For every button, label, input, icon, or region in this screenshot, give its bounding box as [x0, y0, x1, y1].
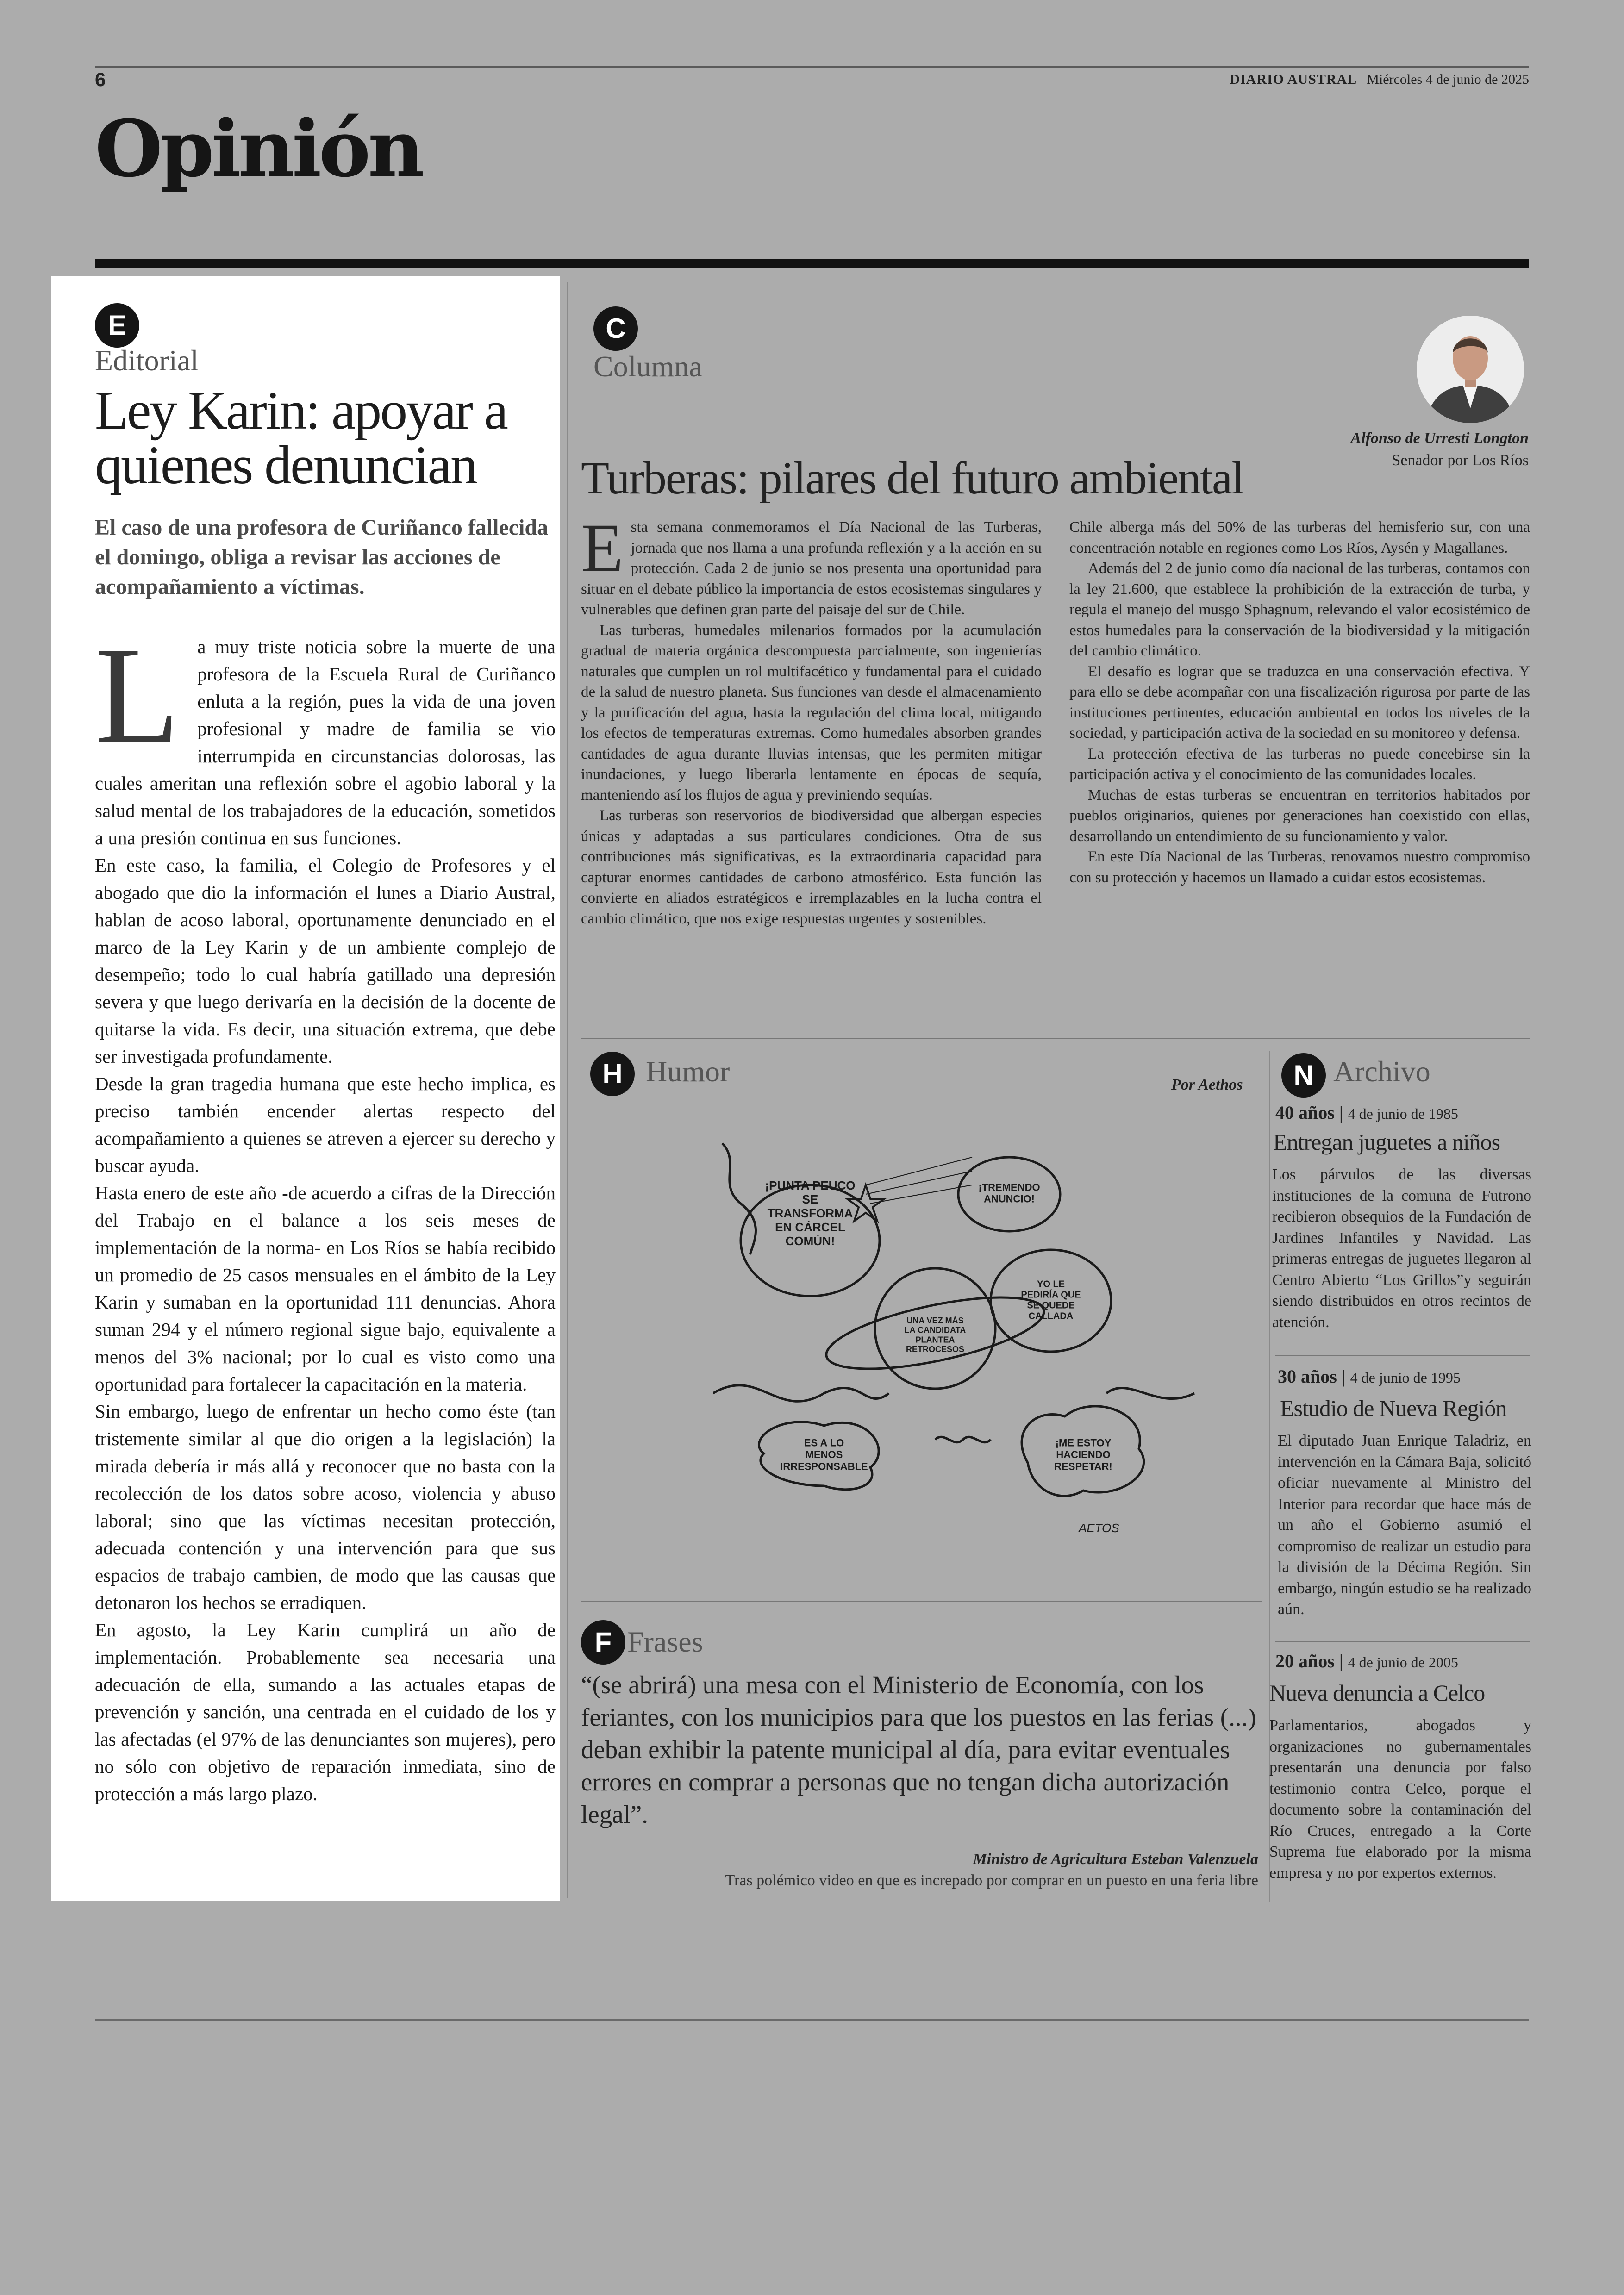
archivo-kicker: Archivo — [1333, 1055, 1430, 1088]
column-body-right — [1069, 517, 1530, 888]
column-paragraph: Las turberas son reservorios de biodiversidad que albergan especies únicas y adaptadas a sus particulares condiciones. Otra de sus contribuciones más significativas, es la extraordinaria capacidad para capturar enormes cantidades de carbono atmosférico. Esta función las convierte en aliados estratégicos e irremplazables en la lucha contra el cambio climático, que nos exige respuestas urgentes y sostenibles. — [581, 807, 1042, 927]
archivo-years: 20 años — [1275, 1651, 1335, 1671]
column-paragraph: Chile alberga más del 50% de las turberas del hemisferio sur, con una concentración notable en regiones como Los Ríos, Aysén y Magallanes. — [1069, 519, 1530, 556]
column-paragraph: El desafío es lograr que se traduzca en una conservación efectiva. Y para ello se debe acompañar con una fiscalización rigurosa por parte de las instituciones pertinentes, educación ambiental en todos los niveles de la sociedad, y participación activa de la sociedad en su monitoreo y defensa. — [1069, 663, 1530, 742]
cartoon-caption — [1054, 1437, 1112, 1472]
column-title: Turberas: pilares del futuro ambiental — [581, 452, 1244, 504]
cartoon-caption-line: UNA VEZ MÁS — [906, 1316, 964, 1325]
cartoon-caption-line: SE QUEDE — [1027, 1300, 1075, 1311]
archivo-item-years: 30 años | 4 de junio de 1995 — [1278, 1366, 1461, 1387]
dateline: DIARIO AUSTRAL | Miércoles 4 de junio de 2025 — [1230, 72, 1529, 87]
cartoon-squiggle — [722, 1143, 756, 1254]
column-dropcap: E — [581, 510, 624, 586]
author-portrait-icon — [1417, 316, 1524, 423]
cartoon-caption-line: ES A LO — [804, 1437, 844, 1449]
cartoon-caption — [765, 1179, 856, 1248]
cartoon-caption-line: TRANSFORMA — [767, 1206, 853, 1220]
cartoon-caption — [978, 1181, 1040, 1204]
column-paragraph: Además del 2 de junio como día nacional de las turberas, contamos con la ley 21.600, que establece la prohibición de la extracción de turba, y regula el manejo del musgo Sphagnum, relevando el valor ecosistémico de estos humedales para la conservación de la biodiversidad y la mitigación del cambio climático. — [1069, 560, 1530, 659]
column-body-left — [581, 510, 1042, 929]
archivo-item-years: 20 años | 4 de junio de 2005 — [1275, 1651, 1458, 1671]
editorial-dropcap: L — [95, 618, 180, 772]
issue-date: Miércoles 4 de junio de 2025 — [1367, 72, 1529, 87]
frases-badge: F — [581, 1620, 625, 1665]
cartoon-caption-line: PLANTEA — [915, 1335, 955, 1345]
cartoon-caption-line: ¡TREMENDO — [978, 1181, 1040, 1193]
author-photo — [1417, 316, 1524, 423]
cartoon-caption — [905, 1316, 966, 1354]
cartoon-caption-line: COMÚN! — [785, 1234, 835, 1248]
header-top-rule — [95, 66, 1529, 68]
cartoon-caption-line: SE — [802, 1192, 818, 1207]
archivo-body: Los párvulos de las diversas instituciones de la comuna de Futrono recibieron obsequios de la Fundación de Jardines Infantiles y Navidad. Las primeras entregas de juguetes llegaron al Centro Abierto “Los Grillos”y seguirán siendo distribuidos en otros recintos de atención. — [1272, 1166, 1531, 1331]
editorial-body — [95, 618, 556, 1808]
column-paragraph: La protección efectiva de las turberas no puede concebirse sin la participación activa y el conocimiento de las comunidades locales. — [1069, 745, 1530, 783]
editorial-paragraph: a muy triste noticia sobre la muerte de una profesora de la Escuela Rural de Curiñanco enluta a la región, pues la vida de una joven profesional y madre de familia se vio interrumpida en circunstancias dolorosas, las cuales ameritan una reflexión sobre el agobio laboral y la salud mental de los trabajadores de la educación, sometidos a una presión continua en sus funciones. — [95, 636, 556, 848]
humor-badge: H — [590, 1052, 635, 1096]
cartoon-squiggle — [935, 1437, 991, 1442]
humor-byline: Por Aethos — [1171, 1076, 1243, 1093]
footer-rule — [95, 2019, 1529, 2021]
column-author-role: Senador por Los Ríos — [1392, 452, 1529, 469]
column-author: Alfonso de Urresti Longton — [1350, 430, 1529, 447]
archivo-badge: N — [1281, 1053, 1326, 1098]
frases-author: Ministro de Agricultura Esteban Valenzuela — [973, 1851, 1258, 1868]
cartoon-caption-line: PEDIRÍA QUE — [1021, 1290, 1081, 1300]
cartoon-caption — [1021, 1279, 1081, 1322]
editorial-kicker: Editorial — [95, 344, 199, 377]
editorial-paragraph: En agosto, la Ley Karin cumplirá un año de implementación. Probablemente sea necesaria una adecuación de ella, sumando a las actuales etapas de prevención y sanción, una centrada en el cuidado de los y las afectadas (el 97% de las denunciantes son mujeres), pero no sólo con objetivo de reparación inmediata, sino de protección a más largo plazo. — [95, 1619, 556, 1804]
cartoon-caption-line: ¡PUNTA PEUCO — [765, 1179, 856, 1193]
archivo-years: 40 años — [1275, 1102, 1335, 1123]
archivo-separator — [1275, 1641, 1530, 1642]
column-paragraph: Muchas de estas turberas se encuentran en territorios habitados por pueblos originarios, quienes por generaciones han coexistido con ellas, desarrollando un entendimiento de su funcionamiento y valor. — [1069, 786, 1530, 845]
editorial-paragraph: Hasta enero de este año -de acuerdo a cifras de la Dirección del Trabajo en el balance a los seis meses de implementación de la norma- en Los Ríos se había recibido un promedio de 25 casos mensuales en el ámbito de la Ley Karin y sumaban en la oportunidad 111 denuncias. Ahora suman 294 y el número regional sigue bajo, equivalente a menos del 3% nacional; por lo cual es visto como una oportunidad para fortalecer la capacitación en la materia. — [95, 1182, 556, 1395]
newspaper-name: DIARIO AUSTRAL — [1230, 72, 1357, 87]
humor-bottom-rule — [581, 1601, 1262, 1602]
cartoon-caption-line: ANUNCIO! — [984, 1193, 1035, 1205]
editorial-paragraph: Sin embargo, luego de enfrentar un hecho como éste (tan tristemente similar al que dio origen a la legislación) la mirada debería ir más allá y reconocer que no basta con la recolección de los datos sobre acoso, violencia y abuso laboral; sino que las víctimas necesitan protección, adecuada contención y una intervención para que sus espacios de trabajo cambien, de modo que las causas que detonaron los hechos se erradiquen. — [95, 1401, 556, 1613]
editorial-title: Ley Karin: apoyar a quienes denuncian — [95, 380, 507, 495]
cartoon-caption-line: RESPETAR! — [1054, 1460, 1112, 1472]
cartoon-caption-line: IRRESPONSABLE — [780, 1460, 868, 1472]
editorial-paragraph: Desde la gran tragedia humana que este hecho implica, es preciso también encender alertas respecto del acompañamiento a quienes se atreven a ejercer su derecho y buscar ayuda. — [95, 1073, 556, 1176]
editorial-paragraph: En este caso, la familia, el Colegio de Profesores y el abogado que dio la información el lunes a Diario Austral, hablan de acoso laboral, oportunamente denunciado en el marco de la Ley Karin y de un ambiente complejo de desempeño; todo lo cual habría gatillado una depresión severa y que luego derivaría en la decisión de la docente de quitarse la vida. Es decir, una situación extrema, que debe ser investigada profundamente. — [95, 854, 556, 1067]
frases-kicker: Frases — [627, 1625, 703, 1658]
cartoon-comet-trail — [866, 1157, 972, 1204]
archivo-separator — [1275, 1355, 1530, 1356]
cartoon-caption-line: HACIENDO — [1056, 1449, 1111, 1460]
cartoon-caption-line: LA CANDIDATA — [904, 1325, 966, 1335]
column-paragraph: Las turberas, humedales milenarios formados por la acumulación gradual de materia orgánica descompuesta parcialmente, son ingenierías naturales que cumplen un rol multifacético y fundamental para el cuidado de la salud de nuestro planeta. Sus funciones van desde el almacenamiento y la purificación del agua, hasta la regulación del clima local, mitigando los efectos de temperaturas extremas. Como humedales absorben grandes cantidades de agua durante lluvias intensas, que les permiten mitigar inundaciones, y luego liberarla lentamente en épocas de sequía, manteniendo así los flujos de agua y previniendo sequías. — [581, 622, 1042, 804]
cartoon-caption-line: CALLADA — [1028, 1311, 1074, 1322]
humor-cartoon — [713, 1134, 1204, 1553]
archivo-date: 4 de junio de 2005 — [1348, 1654, 1458, 1671]
section-thick-rule — [95, 259, 1529, 268]
archivo-headline: Estudio de Nueva Región — [1280, 1395, 1507, 1421]
cartoon-signature: AETOS — [1079, 1521, 1119, 1535]
editorial-lead: El caso de una profesora de Curiñanco fallecida el domingo, obliga a revisar las acciones de acompañamiento a víctimas. — [95, 515, 549, 599]
page-number: 6 — [95, 69, 106, 90]
column-badge: C — [593, 306, 638, 351]
column-paragraph: En este Día Nacional de las Turberas, renovamos nuestro compromiso con su protección y hacemos un llamado a cuidar estos ecosistemas. — [1069, 848, 1530, 886]
cartoon-caption-line: RETROCESOS — [906, 1345, 965, 1354]
cartoon-caption-line: ¡ME ESTOY — [1055, 1437, 1112, 1449]
frases-context: Tras polémico video en que es increpado por comprar en un puesto en una feria libre — [725, 1872, 1258, 1889]
section-title: Opinión — [95, 103, 422, 194]
editorial-badge: E — [95, 303, 139, 348]
cartoon-squiggle — [713, 1385, 889, 1402]
archivo-body: El diputado Juan Enrique Taladriz, en intervención en la Cámara Baja, solicitó oficiar nuevamente al Ministro del Interior para recordar que hace más de un año el Gobierno asumió el compromiso de realizar un estudio para la división de la Décima Región. Sin embargo, ningún estudio se ha realizado aún. — [1278, 1432, 1531, 1618]
frases-quote: “(se abrirá) una mesa con el Ministerio de Economía, con los feriantes, con los municipios para que los puestos en las ferias (...) deban exhibir la patente municipal al día, para evitar eventuales errores en comprar a personas que no tengan dicha autorización legal”. — [581, 1671, 1256, 1828]
archivo-item-years: 40 años | 4 de junio de 1985 — [1275, 1102, 1458, 1123]
humor-kicker: Humor — [646, 1055, 730, 1088]
archivo-body: Parlamentarios, abogados y organizaciones no gubernamentales presentarán una denuncia por falso testimonio contra Celco, porque el documento sobre la contaminación del Río Cruces, entregado a la Corte Suprema fue elaborado por la misma empresa y no por expertos externos. — [1269, 1717, 1531, 1882]
column-bottom-rule — [581, 1038, 1530, 1039]
cartoon-caption-line: MENOS — [805, 1449, 843, 1460]
column-divider — [567, 282, 568, 1898]
cartoon-drawing — [713, 1134, 1204, 1551]
cartoon-squiggle — [1106, 1388, 1194, 1398]
cartoon-caption-line: EN CÁRCEL — [775, 1220, 845, 1234]
archivo-years: 30 años — [1278, 1366, 1337, 1387]
archivo-headline: Entregan juguetes a niños — [1273, 1129, 1500, 1155]
column-kicker: Columna — [593, 350, 702, 383]
cartoon-caption-line: YO LE — [1037, 1279, 1065, 1290]
archivo-date: 4 de junio de 1995 — [1350, 1369, 1461, 1386]
archivo-date: 4 de junio de 1985 — [1348, 1105, 1458, 1122]
archivo-headline: Nueva denuncia a Celco — [1269, 1680, 1485, 1706]
cartoon-caption — [780, 1437, 868, 1472]
column-paragraph: sta semana conmemoramos el Día Nacional de las Turberas, jornada que nos llama a una profunda reflexión y a la acción en su protección. Cada 2 de junio se nos presenta una oportunidad para situar en el debate público la importancia de estos ecosistemas singulares y vulnerables que definen gran parte del paisaje del sur de Chile. — [581, 519, 1042, 618]
